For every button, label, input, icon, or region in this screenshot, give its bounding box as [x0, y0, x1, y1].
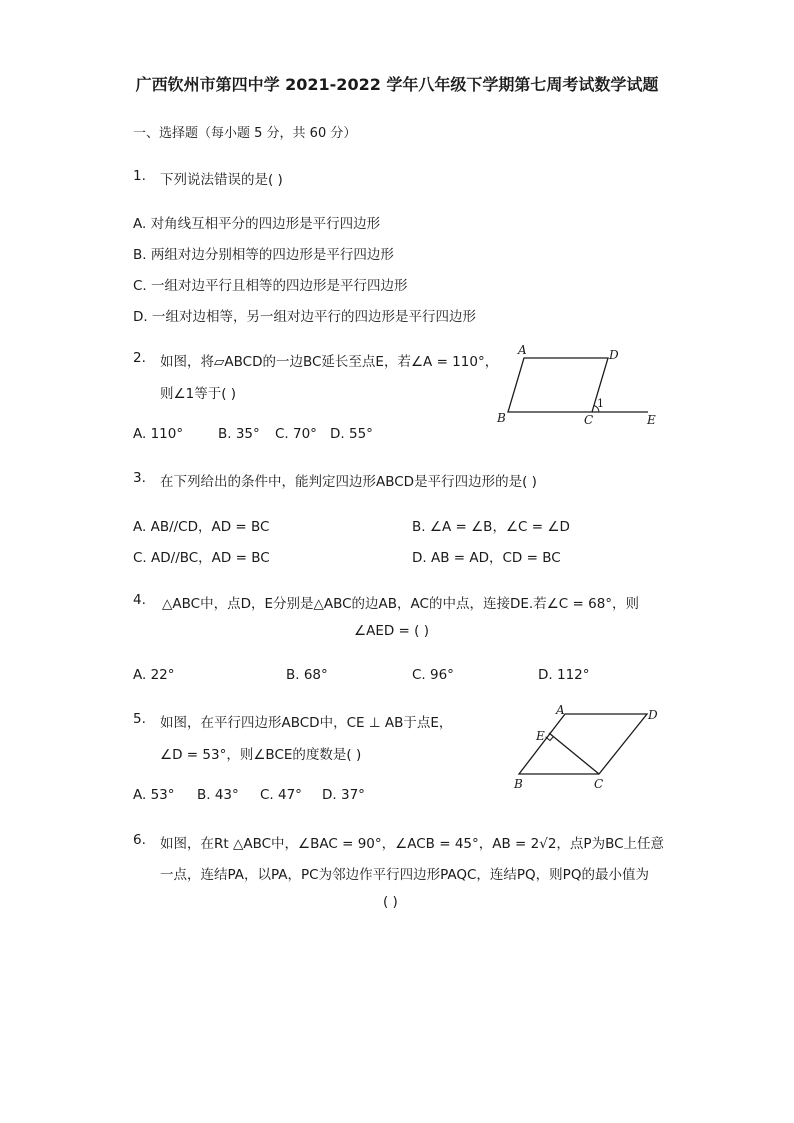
label-d: D	[648, 708, 658, 722]
question-number: 4.	[133, 592, 146, 608]
perpendicular-ce	[549, 733, 599, 774]
question-number: 2.	[133, 350, 146, 366]
section-heading: 一、选择题（每小题 5 分，共 60 分）	[133, 126, 357, 141]
question-number: 5.	[133, 711, 146, 727]
option-c: C. 47°	[260, 787, 302, 803]
question-stem-line-2: ∠D = 53°，则∠BCE的度数是( )	[160, 747, 362, 763]
question-number: 3.	[133, 470, 146, 486]
label-d: D	[609, 348, 619, 362]
parallelogram-figure-q5	[505, 700, 675, 798]
page-title: 广西钦州市第四中学 2021-2022 学年八年级下学期第七周考试数学试题	[135, 75, 659, 94]
question-stem-line-1: 如图，在平行四边形ABCD中，CE ⊥ AB于点E，	[160, 715, 453, 731]
option-a: A. 53°	[133, 787, 175, 803]
question-stem-line-1: 如图，在Rt △ABC中，∠BAC = 90°，∠ACB = 45°，AB = 2√2，点P为BC上任意	[160, 836, 665, 852]
question-stem: 下列说法错误的是( )	[160, 172, 283, 188]
label-a: A	[556, 703, 565, 717]
question-stem: 在下列给出的条件中，能判定四边形ABCD是平行四边形的是( )	[160, 474, 537, 490]
label-b: B	[514, 777, 523, 791]
option-b: B. 43°	[197, 787, 239, 803]
label-a: A	[518, 343, 527, 357]
option-a: A. 对角线互相平分的四边形是平行四边形	[133, 216, 381, 232]
question-number: 1.	[133, 168, 146, 184]
option-a: A. AB//CD，AD = BC	[133, 519, 270, 535]
option-c: C. 70°	[275, 426, 317, 442]
label-c: C	[594, 777, 604, 791]
option-c: C. AD//BC，AD = BC	[133, 550, 270, 566]
label-angle-1: 1	[597, 397, 604, 410]
parallelogram-abcd	[519, 714, 647, 774]
question-stem-line-1: 如图，将▱ABCD的一边BC延长至点E，若∠A = 110°，	[160, 354, 499, 370]
option-b: B. 两组对边分别相等的四边形是平行四边形	[133, 247, 394, 263]
option-d: D. 37°	[322, 787, 365, 803]
question-stem-line-2: 则∠1等于( )	[160, 386, 237, 402]
option-d: D. 112°	[538, 667, 590, 683]
label-e: E	[647, 413, 656, 427]
option-d: D. AB = AD，CD = BC	[412, 550, 561, 566]
option-a: A. 22°	[133, 667, 175, 683]
option-d: D. 一组对边相等，另一组对边平行的四边形是平行四边形	[133, 309, 476, 325]
label-e: E	[536, 729, 545, 743]
option-a: A. 110°	[133, 426, 184, 442]
question-stem-line-2: 一点，连结PA，以PA，PC为邻边作平行四边形PAQC，连结PQ，则PQ的最小值为	[160, 867, 649, 883]
question-stem-line-1: △ABC中，点D，E分别是△ABC的边AB，AC的中点，连接DE.若∠C = 68°，则	[162, 596, 640, 612]
label-b: B	[497, 411, 506, 425]
parallelogram-figure-q2	[490, 340, 670, 432]
option-b: B. ∠A = ∠B，∠C = ∠D	[412, 519, 570, 535]
parallelogram-abcd	[508, 358, 608, 412]
question-number: 6.	[133, 832, 146, 848]
label-c: C	[584, 413, 594, 427]
question-stem-line-3: ( )	[383, 894, 398, 910]
option-c: C. 一组对边平行且相等的四边形是平行四边形	[133, 278, 408, 294]
option-d: D. 55°	[330, 426, 373, 442]
question-stem-line-2: ∠AED = ( )	[354, 623, 429, 639]
option-b: B. 68°	[286, 667, 328, 683]
option-c: C. 96°	[412, 667, 454, 683]
option-b: B. 35°	[218, 426, 260, 442]
